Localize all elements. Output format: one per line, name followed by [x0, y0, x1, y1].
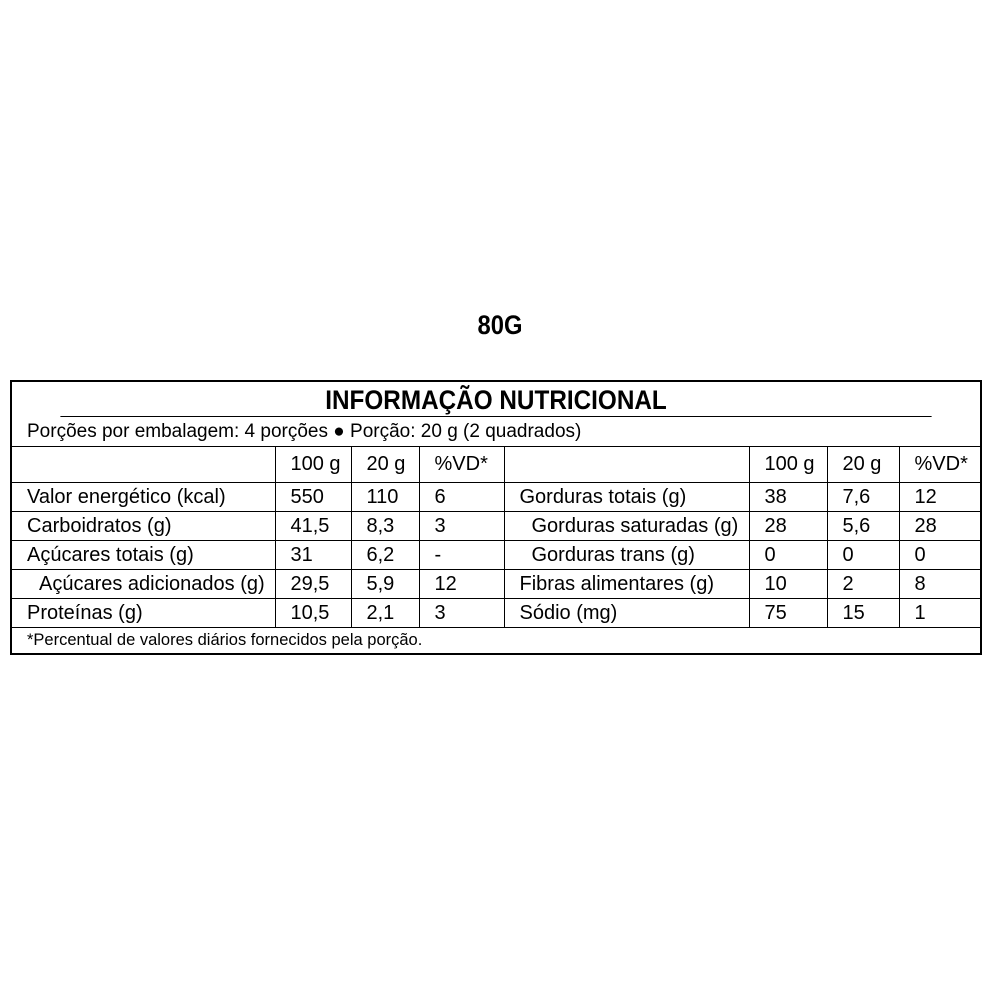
- column-header-100g: 100 g: [275, 447, 351, 483]
- table-row: [12, 541, 980, 570]
- nutrient-name: Gorduras saturadas (g): [504, 512, 749, 541]
- nutrient-value-100g: 28: [749, 512, 827, 541]
- nutrient-name: Açúcares totais (g): [12, 541, 275, 570]
- column-header-vd: %VD*: [419, 447, 504, 483]
- nutrient-name: Fibras alimentares (g): [504, 570, 749, 599]
- nutrient-name: Gorduras trans (g): [504, 541, 749, 570]
- nutrient-value-20g: 6,2: [351, 541, 419, 570]
- nutrient-value-100g: 38: [749, 483, 827, 512]
- nutrient-value-20g: 15: [827, 599, 899, 628]
- nutrient-value-vd: 28: [899, 512, 980, 541]
- portions-line: Porções por embalagem: 4 porções ● Porção: 20 g (2 quadrados): [12, 417, 980, 447]
- nutrient-name: Sódio (mg): [504, 599, 749, 628]
- nutrient-value-vd: 0: [899, 541, 980, 570]
- nutrient-value-vd: -: [419, 541, 504, 570]
- label-title: INFORMAÇÃO NUTRICIONAL: [60, 382, 931, 417]
- nutrient-name: Valor energético (kcal): [12, 483, 275, 512]
- nutrient-value-100g: 0: [749, 541, 827, 570]
- nutrient-value-100g: 10,5: [275, 599, 351, 628]
- nutrient-value-20g: 7,6: [827, 483, 899, 512]
- nutrient-value-vd: 1: [899, 599, 980, 628]
- package-weight: 80G: [477, 310, 523, 340]
- nutrient-name: Gorduras totais (g): [504, 483, 749, 512]
- nutrient-value-vd: 12: [419, 570, 504, 599]
- nutrient-value-vd: 12: [899, 483, 980, 512]
- table-row: [12, 570, 980, 599]
- nutrient-value-20g: 2,1: [351, 599, 419, 628]
- table-row: [12, 599, 980, 628]
- table-row: [12, 512, 980, 541]
- nutrient-value-100g: 75: [749, 599, 827, 628]
- nutrient-value-100g: 31: [275, 541, 351, 570]
- column-header-20g: 20 g: [827, 447, 899, 483]
- nutrient-value-100g: 41,5: [275, 512, 351, 541]
- nutrient-name: Proteínas (g): [12, 599, 275, 628]
- nutrient-value-vd: 3: [419, 512, 504, 541]
- table-header-row: [12, 447, 980, 483]
- nutrient-value-100g: 550: [275, 483, 351, 512]
- column-header-100g: 100 g: [749, 447, 827, 483]
- table-row: [12, 483, 980, 512]
- header-empty-cell: [12, 447, 275, 483]
- nutrient-value-vd: 8: [899, 570, 980, 599]
- nutrition-table: [12, 447, 980, 628]
- nutrient-value-20g: 2: [827, 570, 899, 599]
- nutrient-value-20g: 5,9: [351, 570, 419, 599]
- nutrient-name: Carboidratos (g): [12, 512, 275, 541]
- nutrient-value-20g: 110: [351, 483, 419, 512]
- nutrient-value-20g: 8,3: [351, 512, 419, 541]
- header-empty-cell: [504, 447, 749, 483]
- nutrient-value-20g: 5,6: [827, 512, 899, 541]
- column-header-20g: 20 g: [351, 447, 419, 483]
- nutrient-value-vd: 3: [419, 599, 504, 628]
- nutrient-value-100g: 10: [749, 570, 827, 599]
- column-header-vd: %VD*: [899, 447, 980, 483]
- nutrient-value-100g: 29,5: [275, 570, 351, 599]
- nutrition-facts-label: [10, 380, 982, 655]
- nutrient-name: Açúcares adicionados (g): [12, 570, 275, 599]
- nutrient-value-vd: 6: [419, 483, 504, 512]
- nutrient-value-20g: 0: [827, 541, 899, 570]
- footnote: *Percentual de valores diários fornecidos pela porção.: [27, 631, 423, 649]
